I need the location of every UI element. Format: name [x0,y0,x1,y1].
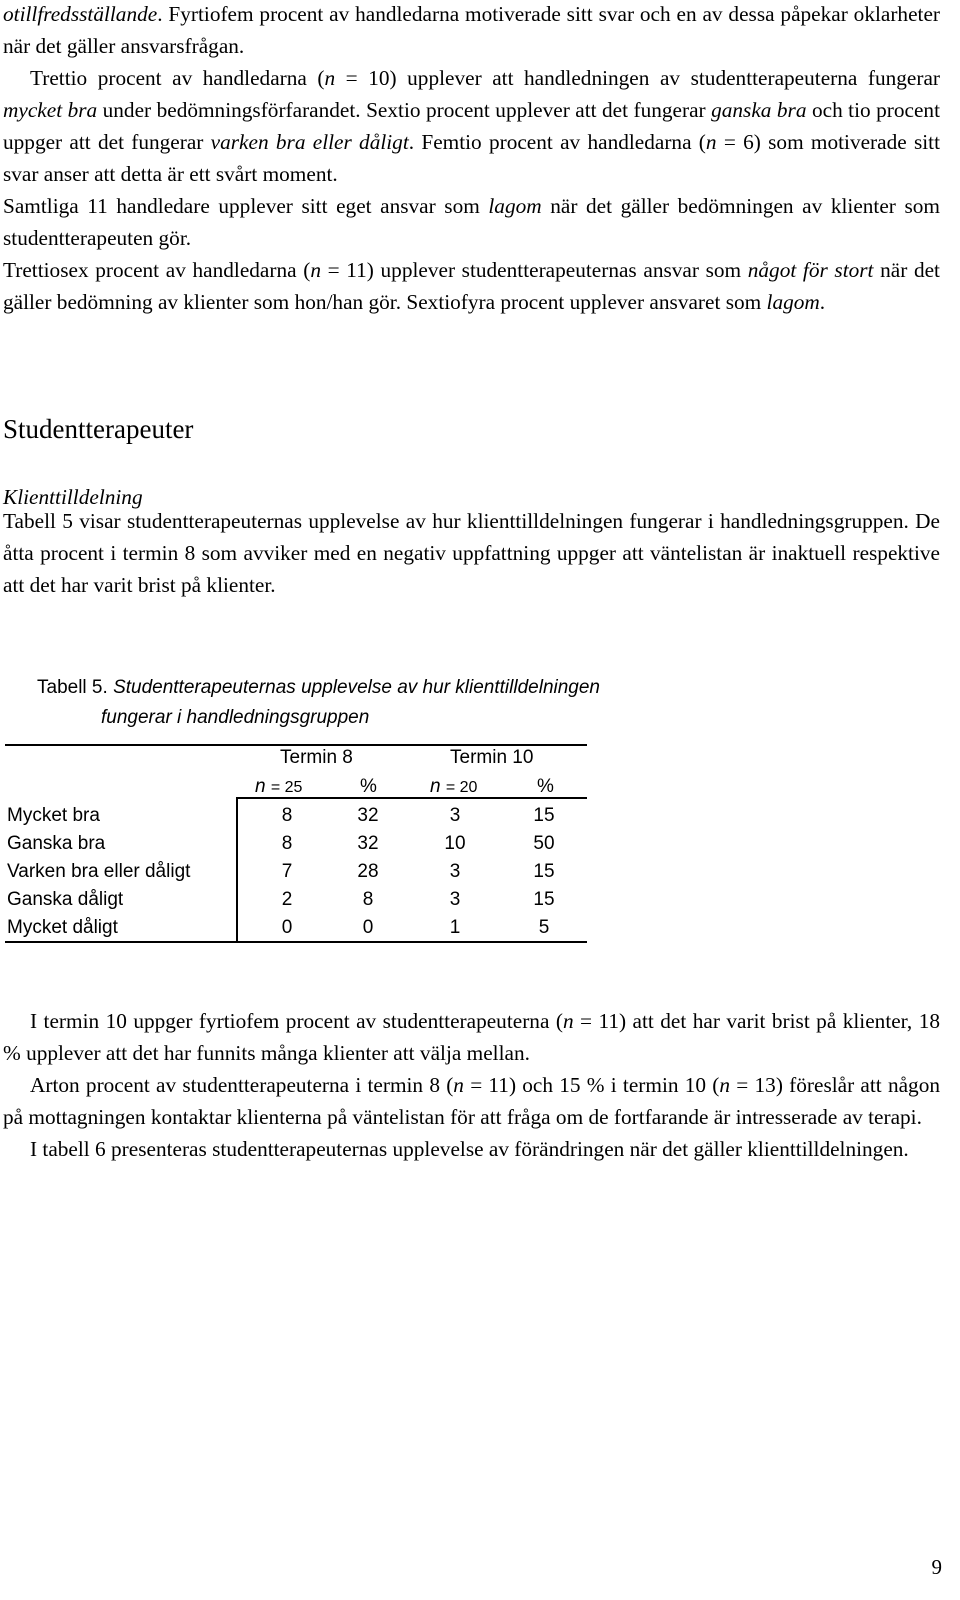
paragraph: I tabell 6 presenteras studentterapeuternas upplevelse av förändringen när det gäller klienttilldelningen. [30,1137,909,1161]
paragraph: Tabell 5 visar studentterapeuternas upplevelse av hur klienttilldelningen fungerar i handledningsgruppen. De åtta procent i termin 8 som avviker med en negativ uppfattning uppger att väntelistan är inaktuell respektive att det har varit brist på klienter. [3,509,940,597]
paragraph: otillfredsställande. Fyrtiofem procent av handledarna motiverade sitt svar och en av dessa påpekar oklarheter när det gäller ansvarsfrågan. [3,2,940,58]
section-text-block [3,505,940,601]
subsection-heading: Klienttilldelning [3,485,143,509]
section-heading: Studentterapeuter [3,414,194,444]
column-group-header: Termin 8 [280,747,353,768]
column-header-pct: % [360,776,377,797]
top-text-block [3,0,940,318]
paragraph: Samtliga 11 handledare upplever sitt eget ansvar som lagom när det gäller bedömningen av klienter som studentterapeuten gör. [3,194,940,250]
bottom-text-block [3,1005,940,1165]
table-label: Tabell 5. [37,677,108,698]
column-group-header: Termin 10 [450,747,534,768]
column-header-n: n = 25 [255,776,303,797]
table-title-line2: fungerar i handledningsgruppen [101,707,370,728]
row-label: Mycket dåligt [7,917,118,938]
paragraph: Trettiosex procent av handledarna (n = 11) upplever studentterapeuternas ansvar som något för stort när det gäller bedömning av klienter som hon/han gör. Sextiofyra procent upplever ansvaret som lagom. [3,258,940,314]
column-header-n: n = 20 [430,776,478,797]
paragraph: I termin 10 uppger fyrtiofem procent av studentterapeuterna (n = 11) att det har varit brist på klienter, 18 % upplever att det har funnits många klienter att välja mellan. [3,1009,940,1065]
document-page: otillfredsställande. Fyrtiofem procent av handledarna motiverade sitt svar och en av dessa påpekar oklarheter när det gäller ansvarsfrågan. Trettio procent av handledarna (n = 10) upplever att handledningen av studentterapeuterna fungerar mycket bra under bedömningsförfarandet. Sextio procent upplever att det fungerar ganska bra och tio procent uppger att det fungerar varken bra eller dåligt. Femtio procent av handledarna (n = 6) som motiverade sitt svar anser att detta är ett svårt moment. Samtliga 11 handledare upplever sitt eget ansvar som lagom när det gäller bedömningen av klienter som studentterapeuten gör. Trettiosex procent av handledarna (n = 11) upplever studentterapeuternas ansvar som något för stort när det gäller bedömning av klienter som hon/han gör. Sextiofyra procent upplever ansvaret som lagom. Studentterapeuter Klienttilldelning Tabell 5 visar studentterapeuternas upplevelse av hur klienttilldelningen fungerar i handledningsgruppen. De åtta procent i termin 8 som avviker med en negativ uppfattning uppger att väntelistan är inaktuell respektive att det har varit brist på klienter. Tabell 5. Studentterapeuternas upplevelse av hur klienttilldelningen fungerar i handledningsgruppen Termin 8 Termin 10 n = 25 % n = 20 % Mycket bra 8 32 3 15 Ganska bra 8 32 10 50 Varken bra eller dåligt 7 28 3 15 Ganska dåligt 2 8 3 15 Mycket dåligt 0 0 1 5 I termin 10 uppger fyrtiofem procent av studentterapeuterna (n = 11) att det har varit brist på klienter, 18 % upplever att det har funnits många klienter att välja mellan. Arton procent av studentterapeuterna i termin 8 (n = 11) och 15 % i termin 10 (n = 13) föreslår att någon på mottagningen kontaktar klienterna på väntelistan för att fråga om de fortfarande är intresserade av terapi. I tabell 6 presenteras studentterapeuternas upplevelse av förändringen när det gäller klienttilldelningen. 9 [0,0,960,1600]
row-label: Ganska dåligt [7,889,124,910]
table-vertical-rule [236,797,238,943]
table-caption [37,673,600,733]
row-label: Ganska bra [7,833,106,854]
row-label: Varken bra eller dåligt [7,861,191,882]
page-number: 9 [931,1555,942,1579]
table-title: Studentterapeuternas upplevelse av hur klienttilldelningen [113,677,601,698]
paragraph: Arton procent av studentterapeuterna i termin 8 (n = 11) och 15 % i termin 10 (n = 13) föreslår att någon på mottagningen kontaktar klienterna på väntelistan för att fråga om de fortfarande är intresserade av terapi. [3,1073,940,1129]
column-header-pct: % [537,776,554,797]
row-label: Mycket bra [7,805,100,826]
paragraph: Trettio procent av handledarna (n = 10) upplever att handledningen av studentterapeuterna fungerar mycket bra under bedömningsförfarandet. Sextio procent upplever att det fungerar ganska bra och tio procent uppger att det fungerar varken bra eller dåligt. Femtio procent av handledarna (n = 6) som motiverade sitt svar anser att detta är ett svårt moment. [3,66,941,186]
